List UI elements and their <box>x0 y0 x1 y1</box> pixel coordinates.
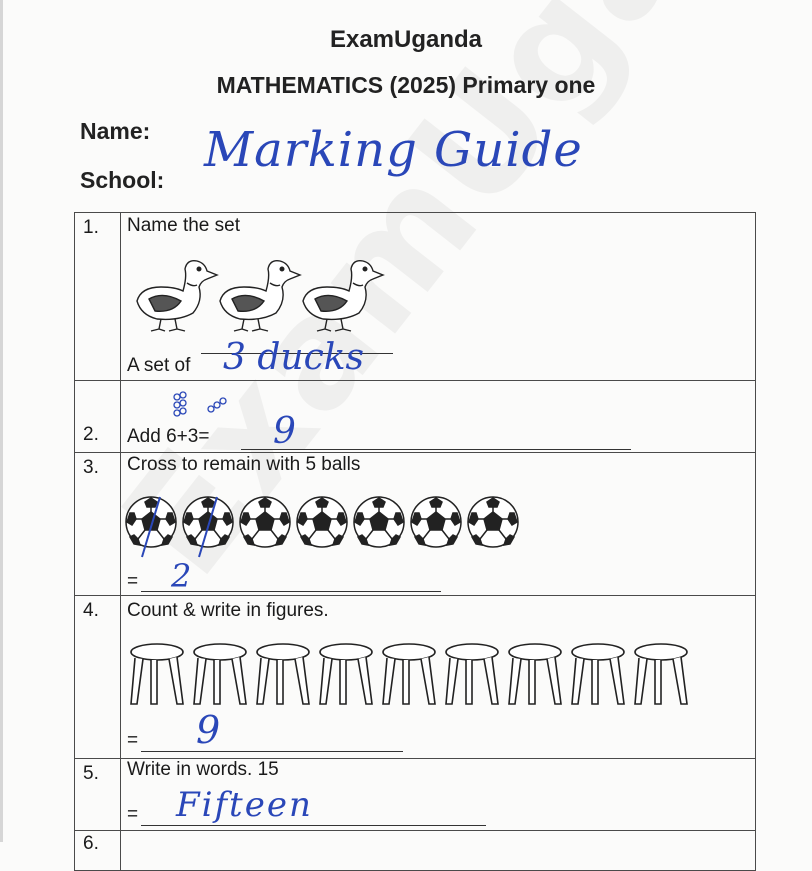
handwritten-answer: Fifteen <box>176 785 313 825</box>
answer-line <box>141 825 486 826</box>
soccer-ball-icon-crossed <box>181 495 235 559</box>
question-row-1 <box>75 213 756 381</box>
handwritten-marking-guide: Marking Guide <box>204 122 583 178</box>
soccer-ball-icon <box>295 495 349 559</box>
question-cell <box>121 453 756 596</box>
duck-icon <box>131 257 219 335</box>
question-number: 3. <box>75 453 121 596</box>
stool-icon <box>507 640 563 706</box>
stool-icon <box>633 640 689 706</box>
answer-line <box>241 449 631 450</box>
question-text: Count & write in figures. <box>127 600 329 621</box>
question-number: 5. <box>75 759 121 831</box>
question-number: 1. <box>75 213 121 381</box>
handwritten-answer: 9 <box>196 708 221 752</box>
question-row-3 <box>75 453 756 596</box>
soccer-ball-icon <box>466 495 520 559</box>
question-row-5 <box>75 759 756 831</box>
answer-prompt: A set of <box>127 355 191 376</box>
questions-table <box>74 212 756 871</box>
question-row-2 <box>75 381 756 453</box>
soccer-ball-icon <box>238 495 292 559</box>
counting-marks <box>169 389 239 431</box>
stool-icon <box>381 640 437 706</box>
question-cell <box>121 596 756 759</box>
stool-icon <box>318 640 374 706</box>
question-text: Add 6+3= <box>127 426 210 447</box>
stool-set <box>129 640 696 712</box>
question-cell <box>121 759 756 831</box>
handwritten-answer: 9 <box>273 411 296 452</box>
stool-icon <box>444 640 500 706</box>
brand-title: ExamUganda <box>329 26 483 53</box>
handwritten-answer: 3 ducks <box>223 337 365 378</box>
question-cell <box>121 213 756 381</box>
question-cell <box>121 831 756 871</box>
duck-set <box>131 257 380 341</box>
name-label: Name: <box>80 118 151 144</box>
handwritten-answer: 2 <box>171 557 192 595</box>
question-row-6 <box>75 831 756 871</box>
stool-icon <box>192 640 248 706</box>
counting-marks-icon <box>169 389 239 431</box>
soccer-ball-icon-crossed <box>124 495 178 559</box>
question-number: 4. <box>75 596 121 759</box>
page-edge <box>0 0 3 842</box>
question-number: 6. <box>75 831 121 871</box>
duck-icon <box>214 257 302 335</box>
question-text: Name the set <box>127 215 240 236</box>
question-text: Write in words. 15 <box>127 759 279 780</box>
school-label: School: <box>80 167 165 193</box>
question-text: Cross to remain with 5 balls <box>127 454 361 475</box>
exam-subtitle: MATHEMATICS (2025) Primary one <box>216 72 596 98</box>
soccer-ball-set <box>124 495 523 565</box>
duck-icon <box>297 257 385 335</box>
question-row-4 <box>75 596 756 759</box>
soccer-ball-icon <box>352 495 406 559</box>
stool-icon <box>570 640 626 706</box>
answer-prompt: = <box>127 571 139 592</box>
answer-line <box>141 751 403 752</box>
soccer-ball-icon <box>409 495 463 559</box>
answer-prompt: = <box>127 804 139 825</box>
answer-prompt: = <box>127 730 139 751</box>
stool-icon <box>129 640 185 706</box>
question-number: 2. <box>75 381 121 453</box>
question-cell <box>121 381 756 453</box>
stool-icon <box>255 640 311 706</box>
